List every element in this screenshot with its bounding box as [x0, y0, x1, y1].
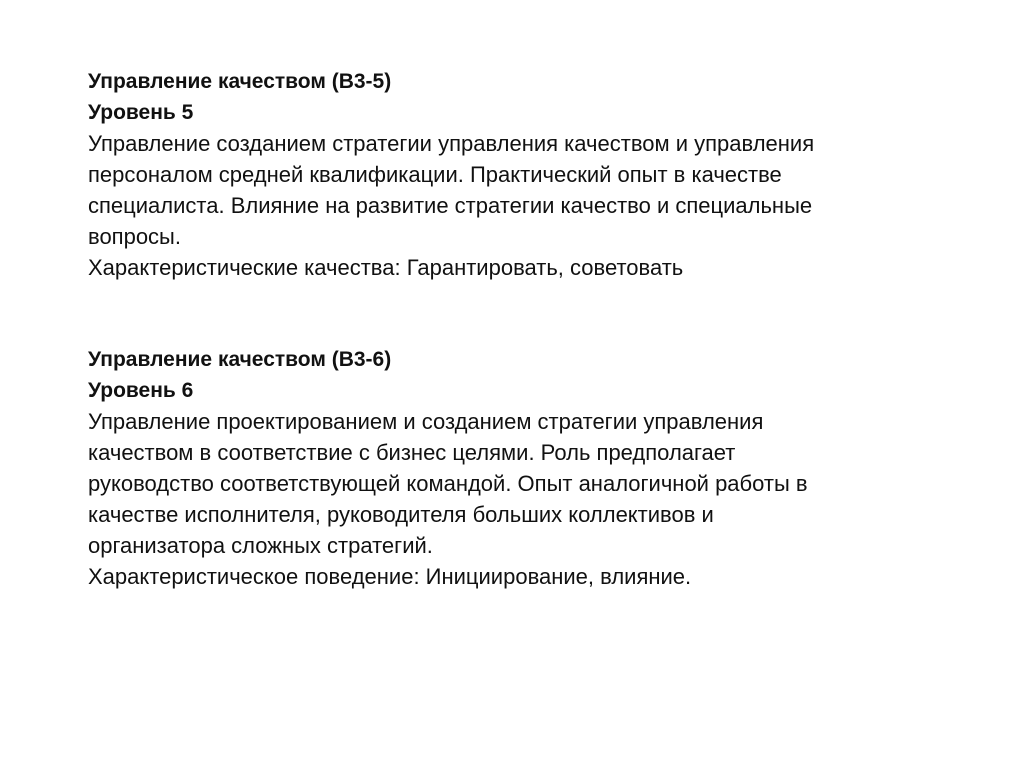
section-characteristics: Характеристические качества: Гарантировать, советовать: [88, 255, 684, 280]
description-line: вопросы.: [88, 224, 181, 249]
section-b3-5: [88, 66, 964, 283]
description-line: качеством в соответствие с бизнес целями. Роль предполагает: [88, 440, 736, 465]
section-level: Уровень 5: [88, 101, 194, 124]
description-line: руководство соответствующей командой. Опыт аналогичной работы в: [88, 471, 808, 496]
section-title: Управление качеством (B3-6): [88, 348, 392, 371]
description-line: качестве исполнителя, руководителя больших коллективов и: [88, 502, 714, 527]
description-line: организатора сложных стратегий.: [88, 533, 433, 558]
description-line: специалиста. Влияние на развитие стратегии качество и специальные: [88, 193, 813, 218]
section-characteristics: Характеристическое поведение: Инициирование, влияние.: [88, 564, 692, 589]
description-line: персоналом средней квалификации. Практический опыт в качестве: [88, 162, 782, 187]
section-title: Управление качеством (B3-5): [88, 70, 392, 93]
section-level: Уровень 6: [88, 379, 194, 402]
description-line: Управление созданием стратегии управления качеством и управления: [88, 131, 815, 156]
description-line: Управление проектированием и созданием стратегии управления: [88, 409, 764, 434]
section-b3-6: [88, 344, 964, 592]
